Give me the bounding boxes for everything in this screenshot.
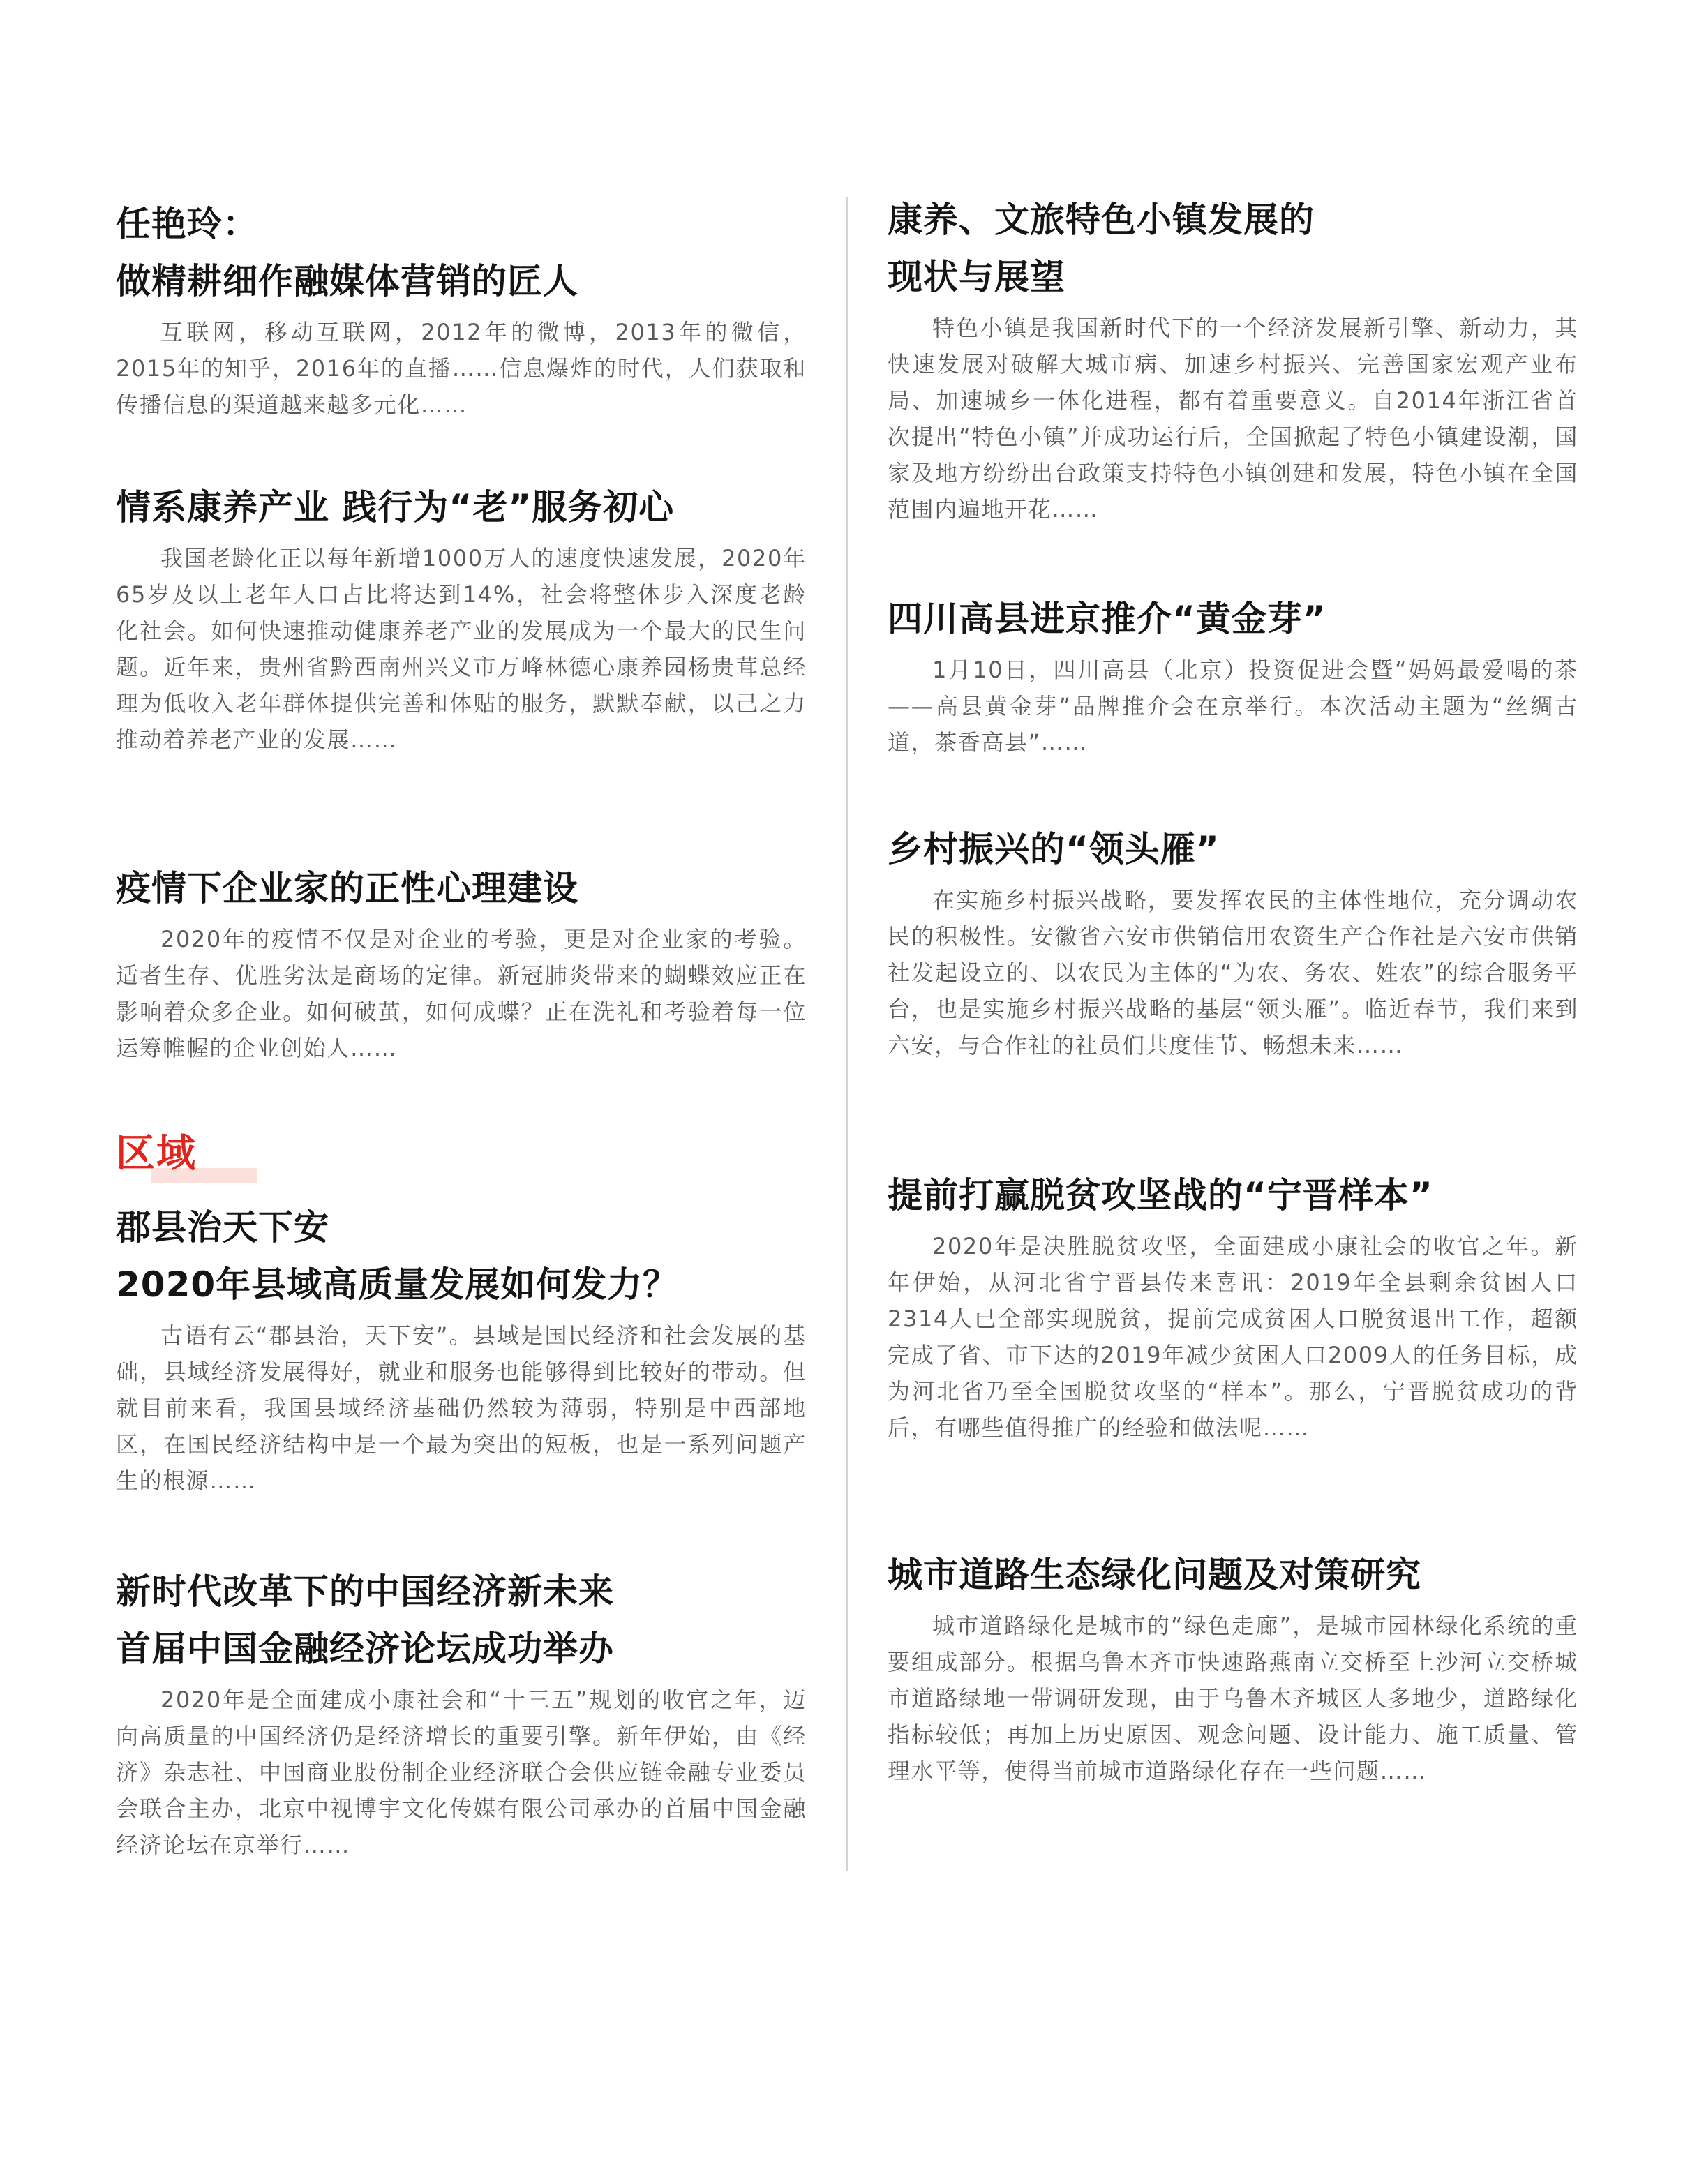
article-title-line: 现状与展望 xyxy=(888,257,1065,297)
article-title-line: 2020年县域高质量发展如何发力？ xyxy=(116,1264,679,1305)
article-title xyxy=(116,195,807,310)
article-title xyxy=(116,860,807,917)
article-ningjin-sample xyxy=(888,1167,1578,1446)
section-label-region xyxy=(116,1129,197,1179)
article-finance-forum xyxy=(116,1563,807,1863)
article-urban-greening xyxy=(888,1546,1578,1789)
article-gaoxian-tea xyxy=(888,590,1578,761)
article-title-line: 四川高县进京推介“黄金芽” xyxy=(888,599,1326,639)
article-ren-yanling xyxy=(116,195,807,423)
article-title xyxy=(888,191,1578,306)
article-summary: 在实施乡村振兴战略，要发挥农民的主体性地位，充分调动农民的积极性。安徽省六安市供销信用农资生产合作社是六安市供销社发起设立的、以农民为主体的“为农、务农、姓农”的综合服务平台，也是实施乡村振兴战略的基层“领头雁”。临近春节，我们来到六安，与合作社的社员们共度佳节、畅想未来…… xyxy=(888,887,1578,1059)
article-title-line: 疫情下企业家的正性心理建设 xyxy=(116,868,578,908)
article-title xyxy=(888,821,1578,878)
article-summary: 特色小镇是我国新时代下的一个经济发展新引擎、新动力，其快速发展对破解大城市病、加速乡村振兴、完善国家宏观产业布局、加速城乡一体化进程，都有着重要意义。自2014年浙江省首次提出“特色小镇”并成功运行后，全国掀起了特色小镇建设潮，国家及地方纷纷出台政策支持特色小镇创建和发展，特色小镇在全国范围内遍地开花…… xyxy=(888,315,1578,523)
section-label-text: 区域 xyxy=(116,1131,197,1176)
article-title xyxy=(888,1167,1578,1224)
article-title-line: 情系康养产业 践行为“老”服务初心 xyxy=(116,487,675,528)
article-title-line: 康养、文旅特色小镇发展的 xyxy=(888,200,1315,240)
article-summary: 1月10日，四川高县（北京）投资促进会暨“妈妈最爱喝的茶——高县黄金芽”品牌推介会在京举行。本次活动主题为“丝绸古道，茶香高县”…… xyxy=(888,657,1578,756)
article-title-line: 新时代改革下的中国经济新未来 xyxy=(116,1571,614,1612)
article-title-line: 城市道路生态绿化问题及对策研究 xyxy=(888,1555,1421,1595)
article-county-development xyxy=(116,1199,807,1499)
article-summary: 城市道路绿化是城市的“绿色走廊”，是城市园林绿化系统的重要组成部分。根据乌鲁木齐市快速路燕南立交桥至上沙河立交桥城市道路绿地一带调研发现，由于乌鲁木齐城区人多地少，道路绿化指标较低；再加上历史原因、观念问题、设计能力、施工质量、管理水平等，使得当前城市道路绿化存在一些问题…… xyxy=(888,1613,1578,1784)
article-title-line: 提前打赢脱贫攻坚战的“宁晋样本” xyxy=(888,1175,1433,1216)
article-title-line: 做精耕细作融媒体营销的匠人 xyxy=(116,261,578,301)
article-summary: 我国老龄化正以每年新增1000万人的速度快速发展，2020年65岁及以上老年人口占比将达到14%，社会将整体步入深度老龄化社会。如何快速推动健康养老产业的发展成为一个最大的民生问题。近年来，贵州省黔西南州兴义市万峰林德心康养园杨贵茸总经理为低收入老年群体提供完善和体贴的服务，默默奉献，以己之力推动着养老产业的发展…… xyxy=(116,545,807,753)
article-kangyang-industry xyxy=(116,479,807,758)
article-title xyxy=(888,1546,1578,1603)
article-title-line: 乡村振兴的“领头雁” xyxy=(888,829,1220,869)
article-title xyxy=(888,590,1578,648)
article-characteristic-towns xyxy=(888,191,1578,528)
column-divider xyxy=(846,197,848,1871)
article-title-line: 首届中国金融经济论坛成功举办 xyxy=(116,1629,614,1669)
article-summary: 2020年的疫情不仅是对企业的考验，更是对企业家的考验。适者生存、优胜劣汰是商场的定律。新冠肺炎带来的蝴蝶效应正在影响着众多企业。如何破茧，如何成蝶？正在洗礼和考验着每一位运筹帷幄的企业创始人…… xyxy=(116,926,807,1061)
article-summary: 互联网，移动互联网，2012年的微博，2013年的微信，2015年的知乎，2016年的直播……信息爆炸的时代，人们获取和传播信息的渠道越来越多元化…… xyxy=(116,319,807,418)
article-summary: 2020年是决胜脱贫攻坚，全面建成小康社会的收官之年。新年伊始，从河北省宁晋县传来喜讯：2019年全县剩余贫困人口2314人已全部实现脱贫，提前完成贫困人口脱贫退出工作，超额完成了省、市下达的2019年减少贫困人口2009人的任务目标，成为河北省乃至全国脱贫攻坚的“样本”。那么，宁晋脱贫成功的背后，有哪些值得推广的经验和做法呢…… xyxy=(888,1233,1578,1441)
article-title xyxy=(116,479,807,536)
article-title xyxy=(116,1563,807,1677)
article-summary: 2020年是全面建成小康社会和“十三五”规划的收官之年，迈向高质量的中国经济仍是经济增长的重要引擎。新年伊始，由《经济》杂志社、中国商业股份制企业经济联合会供应链金融专业委员会联合主办，北京中视博宇文化传媒有限公司承办的首届中国金融经济论坛在京举行…… xyxy=(116,1686,807,1858)
article-rural-revitalization xyxy=(888,821,1578,1063)
article-entrepreneur-psychology xyxy=(116,860,807,1066)
article-title-line: 郡县治天下安 xyxy=(116,1207,329,1248)
article-summary: 古语有云“郡县治，天下安”。县域是国民经济和社会发展的基础，县域经济发展得好，就业和服务也能够得到比较好的带动。但就目前来看，我国县域经济基础仍然较为薄弱，特别是中西部地区，在国民经济结构中是一个最为突出的短板，也是一系列问题产生的根源…… xyxy=(116,1322,807,1494)
article-title-line: 任艳玲： xyxy=(116,204,258,244)
article-title xyxy=(116,1199,807,1313)
